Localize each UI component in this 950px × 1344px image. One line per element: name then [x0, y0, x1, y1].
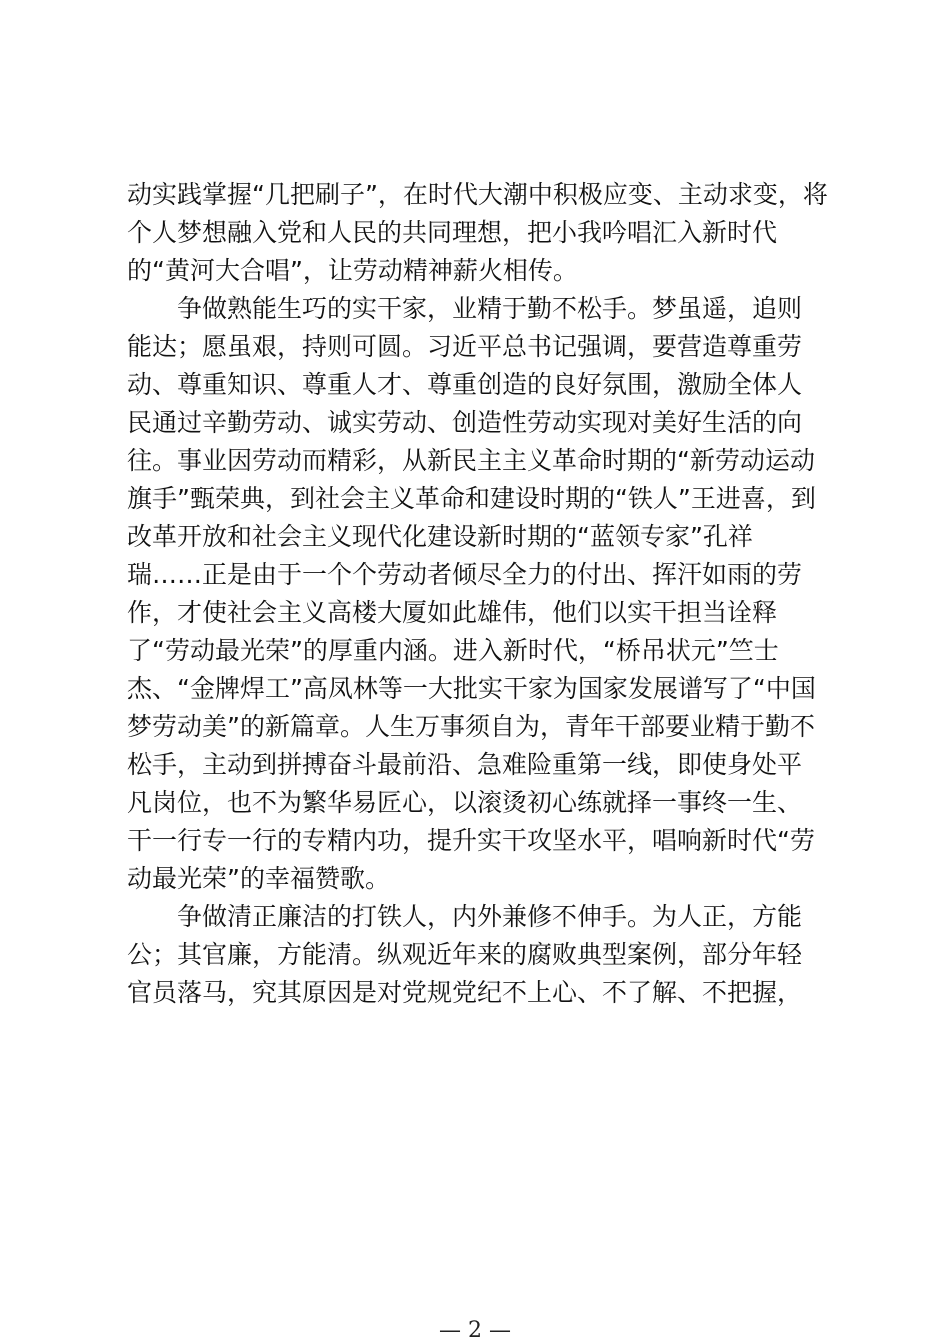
- text-line: 公；其官廉，方能清。纵观近年来的腐败典型案例，部分年轻: [127, 940, 803, 969]
- text-line: 松手，主动到拼搏奋斗最前沿、急难险重第一线，即使身处平: [127, 750, 803, 779]
- text-line: 旗手”甄荣典，到社会主义革命和建设时期的“铁人”王进喜，到: [127, 484, 816, 513]
- text-line: 民通过辛勤劳动、诚实劳动、创造性劳动实现对美好生活的向: [127, 408, 803, 437]
- text-line: 往。事业因劳动而精彩，从新民主主义革命时期的“新劳动运动: [127, 446, 815, 475]
- paragraph-start-line: 争做清正廉洁的打铁人，内外兼修不伸手。为人正，方能: [127, 902, 803, 931]
- text-line: 动最光荣”的幸福赞歌。: [127, 864, 390, 893]
- text-line: 的“黄河大合唱”，让劳动精神薪火相传。: [127, 256, 578, 285]
- body-text: [127, 176, 837, 1012]
- text-line: 梦劳动美”的新篇章。人生万事须自为，青年干部要业精于勤不: [127, 712, 815, 741]
- text-line: 凡岗位，也不为繁华易匠心，以滚烫初心练就择一事终一生、: [127, 788, 803, 817]
- text-line: 作，才使社会主义高楼大厦如此雄伟，他们以实干担当诠释: [127, 598, 778, 627]
- text-line: 改革开放和社会主义现代化建设新时期的“蓝领专家”孔祥: [127, 522, 753, 551]
- text-line: 官员落马，究其原因是对党规党纪不上心、不了解、不把握，: [127, 978, 803, 1007]
- text-line: 了“劳动最光荣”的厚重内涵。进入新时代，“桥吊状元”竺士: [127, 636, 779, 665]
- text-line: 杰、“金牌焊工”高凤林等一大批实干家为国家发展谱写了“中国: [127, 674, 816, 703]
- text-line: 动实践掌握“几把刷子”，在时代大潮中积极应变、主动求变，将: [127, 180, 828, 209]
- text-line: 干一行专一行的专精内功，提升实干攻坚水平，唱响新时代“劳: [127, 826, 815, 855]
- text-line: 能达；愿虽艰，持则可圆。习近平总书记强调，要营造尊重劳: [127, 332, 803, 361]
- text-line: 个人梦想融入党和人民的共同理想，把小我吟唱汇入新时代: [127, 218, 778, 247]
- text-line: 动、尊重知识、尊重人才、尊重创造的良好氛围，激励全体人: [127, 370, 803, 399]
- paragraph-start-line: 争做熟能生巧的实干家，业精于勤不松手。梦虽遥，追则: [127, 294, 803, 323]
- page-number: — 2 —: [439, 1318, 511, 1343]
- text-line: 瑞……正是由于一个个劳动者倾尽全力的付出、挥汗如雨的劳: [127, 560, 803, 589]
